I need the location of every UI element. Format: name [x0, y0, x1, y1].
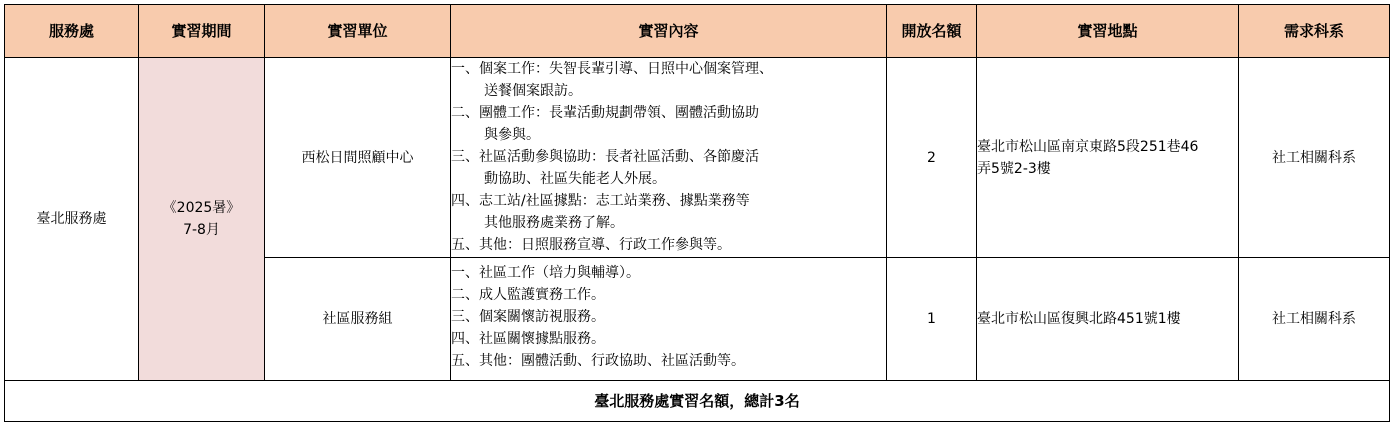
content-line: 五、其他：團體活動、行政協助、社區活動等。	[451, 353, 745, 369]
header-content: 實習內容	[451, 5, 887, 58]
unit-name-cell: 社區服務組	[265, 258, 451, 381]
period-line-2: 7-8月	[183, 222, 220, 238]
content-line: 二、團體工作：長輩活動規劃帶領、團體活動協助	[451, 105, 759, 121]
content-line: 三、個案關懷訪視服務。	[451, 309, 605, 325]
table-row	[5, 58, 1390, 258]
location-line-1: 臺北市松山區復興北路451號1樓	[977, 311, 1181, 327]
content-line: 與參與。	[484, 127, 540, 143]
content-line: 一、社區工作（培力與輔導）。	[451, 265, 640, 281]
office-cell: 臺北服務處	[5, 58, 139, 381]
unit-content-cell	[451, 258, 887, 381]
location-line-1: 臺北市松山區南京東路5段251巷46	[977, 138, 1199, 155]
header-row	[5, 5, 1390, 58]
summary-row	[5, 381, 1390, 422]
header-office: 服務處	[5, 5, 139, 58]
content-line: 三、社區活動參與協助：長者社區活動、各節慶活	[451, 149, 759, 165]
content-line: 四、社區關懷據點服務。	[451, 331, 605, 347]
content-line: 一、個案工作：失智長輩引導、日照中心個案管理、	[451, 61, 773, 77]
location-cell	[977, 258, 1239, 381]
content-line: 二、成人監護實務工作。	[451, 287, 605, 303]
department-cell: 社工相關科系	[1239, 258, 1390, 381]
content-line: 四、志工站/社區據點：志工站業務、據點業務等	[451, 193, 750, 209]
unit-name-cell: 西松日間照顧中心	[265, 58, 451, 258]
location-line-2: 弄5號2-3樓	[977, 160, 1051, 177]
header-period: 實習期間	[139, 5, 265, 58]
content-line: 五、其他：日照服務宣導、行政工作參與等。	[451, 237, 731, 253]
location-cell	[977, 58, 1239, 258]
unit-content-cell	[451, 58, 887, 258]
period-cell	[139, 58, 265, 381]
quota-cell: 2	[887, 58, 977, 258]
internship-table	[4, 4, 1390, 422]
summary-cell: 臺北服務處實習名額，總計3名	[5, 381, 1390, 422]
department-cell: 社工相關科系	[1239, 58, 1390, 258]
content-line: 其他服務處業務了解。	[484, 215, 624, 231]
header-department: 需求科系	[1239, 5, 1390, 58]
content-line: 動協助、社區失能老人外展。	[484, 171, 666, 187]
content-line: 送餐個案跟訪。	[484, 83, 582, 99]
header-location: 實習地點	[977, 5, 1239, 58]
header-quota: 開放名額	[887, 5, 977, 58]
header-unit: 實習單位	[265, 5, 451, 58]
quota-cell: 1	[887, 258, 977, 381]
period-line-1: 《2025暑》	[162, 200, 241, 216]
